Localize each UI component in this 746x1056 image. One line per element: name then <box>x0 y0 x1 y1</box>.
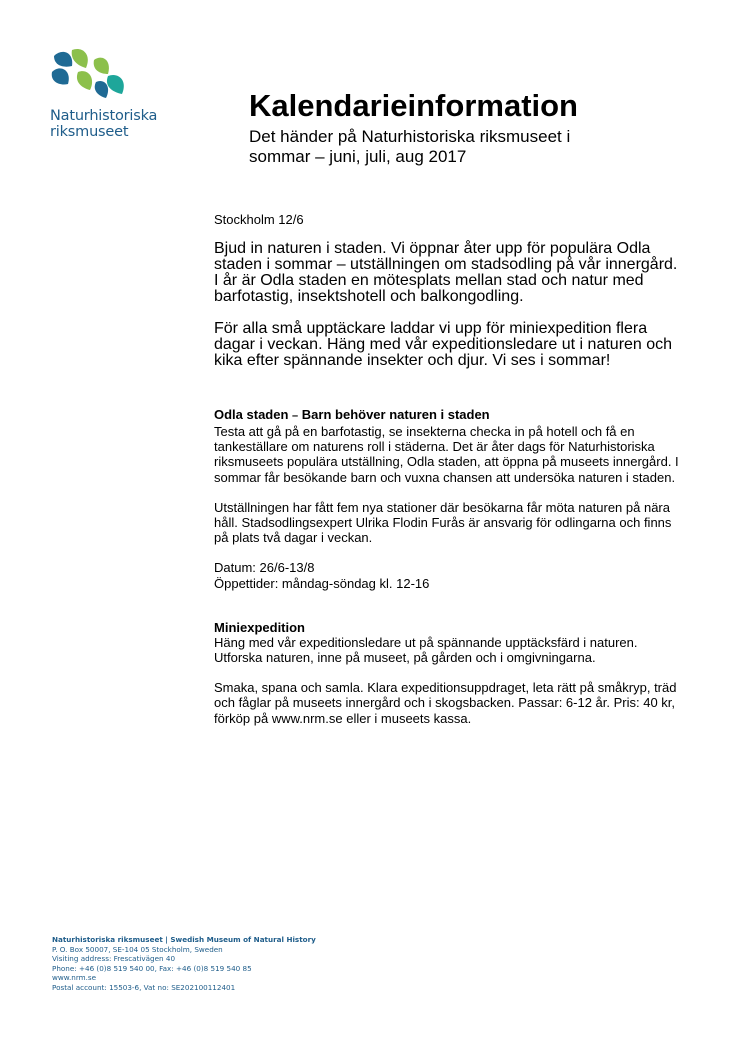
intro-paragraph-2: För alla små upptäckare laddar vi upp för miniexpedition flera dagar i veckan. Häng med vår expeditionsledare ut i naturen och kika efter spännande insekter och djur. Vi ses i sommar! <box>214 320 673 369</box>
document-header <box>249 88 709 167</box>
section-heading-part-a: Odla staden <box>214 407 289 422</box>
page-subtitle <box>249 127 709 167</box>
page-title: Kalendarieinformation <box>249 88 578 123</box>
odla-staden-date: Datum: 26/6-13/8 <box>214 560 315 576</box>
odla-staden-paragraph-1: Testa att gå på en barfotastig, se insekterna checka in på hotell och få en tankeställare om naturens roll i städerna. Det är åter dags för Naturhistoriska riksmuseets populära utställning, Odla staden, att öppna på museets innergård. I sommar får besökande barn och vuxna chansen att undersöka naturen i staden. <box>214 424 679 485</box>
section-heading-part-b: Barn behöver naturen i staden <box>301 407 490 422</box>
footer-postal-address: P. O. Box 50007, SE-104 05 Stockholm, Sweden <box>52 944 223 954</box>
footer-website-link[interactable]: www.nrm.se <box>52 973 97 983</box>
subtitle-line-1: Det händer på Naturhistoriska riksmuseet i <box>249 127 571 146</box>
document-body <box>214 212 684 741</box>
miniexpedition-paragraph-1: Häng med vår expeditionsledare ut på spännande upptäcksfärd i naturen. Utforska naturen, inne på museet, på gården och i omgivningarna. <box>214 634 638 666</box>
odla-staden-hours: Öppettider: måndag-söndag kl. 12-16 <box>214 575 430 591</box>
document-footer <box>52 935 472 993</box>
subtitle-line-2: sommar – juni, juli, aug 2017 <box>249 147 467 166</box>
odla-staden-paragraph-2: Utställningen har fått fem nya stationer där besökarna får möta naturen på nära håll. Stadsodlingsexpert Ulrika Flodin Furås är ansvarig för odlingarna och finns på plats två dagar i veckan. <box>214 499 672 546</box>
footer-organization: Naturhistoriska riksmuseet | Swedish Museum of Natural History <box>52 935 316 944</box>
museum-logo-mark-icon <box>50 48 128 100</box>
intro-paragraph-1: Bjud in naturen i staden. Vi öppnar åter upp för populära Odla staden i sommar – utställningen om stadsodling på vår innergård. I år är Odla staden en mötesplats mellan stad och natur med barfotastig, insektshotell och balkongodling. <box>214 240 678 305</box>
footer-phone: Phone: +46 (0)8 519 540 00, Fax: +46 (0)8 519 540 85 <box>52 963 252 973</box>
footer-visiting-address: Visiting address: Frescativägen 40 <box>52 954 176 964</box>
section-heading-dash: – <box>292 410 299 422</box>
miniexpedition-paragraph-2: Smaka, spana och samla. Klara expeditionsuppdraget, leta rätt på småkryp, träd och fåglar på museets innergård och i skogsbacken. Passar: 6-12 år. Pris: 40 kr, förköp på www.nrm.se eller i museets kassa. <box>214 680 677 726</box>
section-heading-miniexpedition: Miniexpedition <box>214 619 305 635</box>
section-heading-odla-staden <box>214 407 684 424</box>
logo-name-line1: Naturhistoriska <box>50 108 158 124</box>
museum-logo <box>50 48 170 140</box>
logo-name-line2: riksmuseet <box>50 124 129 140</box>
footer-postal-account: Postal account: 15503-6, Vat no: SE202100112401 <box>52 982 236 992</box>
dateline: Stockholm 12/6 <box>214 212 304 227</box>
odla-staden-details <box>214 560 684 590</box>
